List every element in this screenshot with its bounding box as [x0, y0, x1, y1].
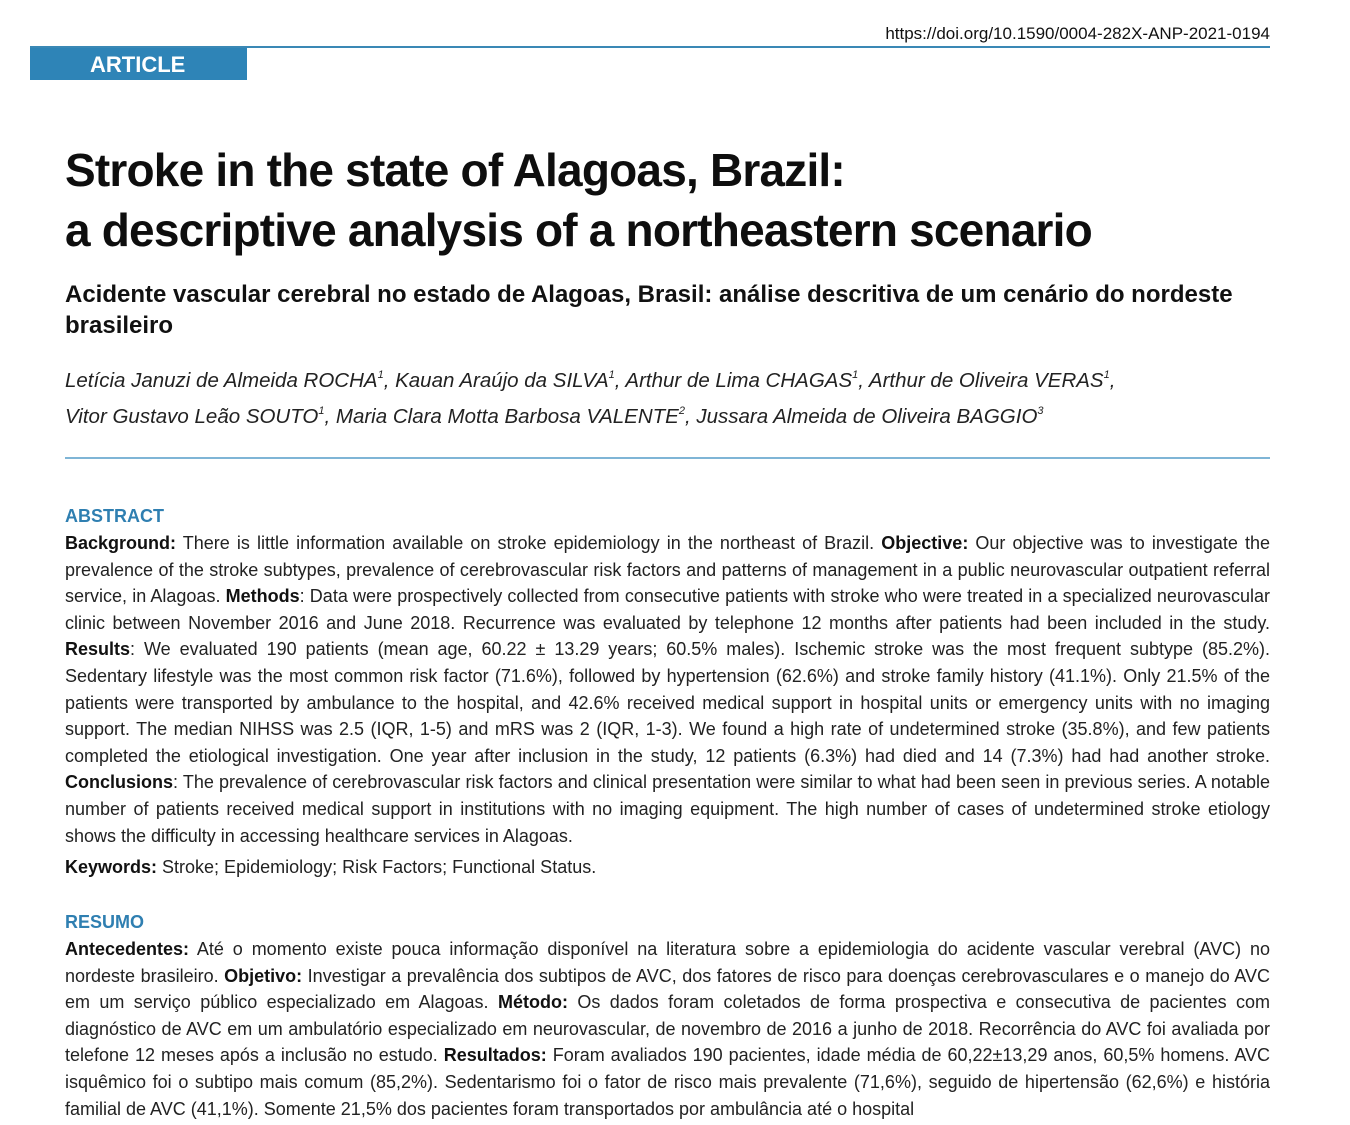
title-line-2: a descriptive analysis of a northeastern scenario: [65, 204, 1092, 256]
author-line-2: [65, 396, 1285, 432]
keywords: [65, 857, 596, 878]
article-type-tag: ARTICLE: [30, 48, 247, 80]
affiliation-marker: 1: [1103, 369, 1110, 381]
conclusions-text: : The prevalence of cerebrovascular risk factors and clinical presentation were similar to what had been seen in previous series. A notable number of patients received medical support in institutions with no imaging equipment. The high number of cases of undetermined stroke etiology shows the difficulty in accessing healthcare services in Alagoas.: [65, 772, 1270, 846]
background-text: There is little information available on stroke epidemiology in the northeast of Brazil.: [176, 533, 882, 553]
author-separator: ,: [324, 405, 336, 428]
resultados-text: Foram avaliados 190 pacientes, idade média de 60,22±13,29 anos, 60,5% homens. AVC isquêmico foi o subtipo mais comum (85,2%). Sedentarismo foi o fator de risco mais prevalente (71,6%), seguido de hipertensão (62,6%) e história familial de AVC (41,1%). Somente 21,5% dos pacientes foram transportados por ambulância até o hospital: [65, 1045, 1270, 1119]
antecedentes-text: Até o momento existe pouca informação disponível na literatura sobre a epidemiologia do acidente vascular verebral (AVC) no nordeste brasileiro.: [65, 939, 1270, 986]
article-title: [65, 140, 1305, 260]
affiliation-marker: 3: [1037, 405, 1044, 417]
abstract-body: [65, 530, 1270, 849]
resumo-body: [65, 936, 1270, 1122]
background-label: Background:: [65, 533, 177, 553]
resultados-label: Resultados:: [443, 1045, 547, 1066]
antecedentes-label: Antecedentes:: [65, 939, 190, 959]
methods-text: : Data were prospectively collected from consecutive patients with stroke who were treated in a specialized neurovascular clinic between November 2016 and June 2018. Recurrence was evaluated by telephone 12 months after patients had been included in the study.: [65, 586, 1270, 633]
author-name: Arthur de Lima CHAGAS: [625, 369, 853, 392]
affiliation-marker: 1: [852, 369, 859, 381]
doi-link[interactable]: https://doi.org/10.1590/0004-282X-ANP-2021-0194: [885, 24, 1270, 43]
author-name: Maria Clara Motta Barbosa VALENTE: [335, 405, 679, 428]
author-separator: ,: [684, 405, 697, 428]
title-line-1: Stroke in the state of Alagoas, Brazil:: [65, 144, 845, 196]
author-name: Vitor Gustavo Leão SOUTO: [65, 405, 319, 428]
author-separator: ,: [1109, 369, 1116, 392]
affiliation-marker: 1: [318, 405, 325, 417]
article-subtitle: Acidente vascular cerebral no estado de Alagoas, Brasil: análise descritiva de um cenário do nordeste brasileiro: [65, 281, 1233, 339]
affiliation-marker: 1: [608, 369, 615, 381]
author-name: Letícia Januzi de Almeida ROCHA: [65, 369, 378, 392]
author-separator: ,: [383, 369, 396, 392]
keywords-text: Stroke; Epidemiology; Risk Factors; Functional Status.: [157, 857, 597, 877]
author-name: Kauan Araújo da SILVA: [395, 369, 609, 392]
conclusions-label: Conclusions: [65, 772, 174, 793]
author-separator: ,: [858, 369, 869, 392]
results-text: : We evaluated 190 patients (mean age, 60.22 ± 13.29 years; 60.5% males). Ischemic stroke was the most frequent subtype (85.2%). Sedentary lifestyle was the most common risk factor (71.6%), followed by hypertension (62.6%) and stroke family history (41.1%). Only 21.5% of the patients were transported by ambulance to the hospital, and 42.6% received medical support in hospital units or emergency units with no imaging support. The median NIHSS was 2.5 (IQR, 1-5) and mRS was 2 (IQR, 1-3). We found a high rate of undetermined stroke (35.8%), and few patients completed the etiological investigation. One year after inclusion in the study, 12 patients (6.3%) had died and 14 (7.3%) had had another stroke.: [65, 639, 1270, 766]
affiliation-marker: 2: [678, 405, 685, 417]
metodo-label: Método:: [497, 992, 568, 1013]
author-separator: ,: [614, 369, 626, 392]
methods-label: Methods: [225, 586, 300, 607]
author-list: [65, 360, 1285, 432]
objetivo-label: Objetivo:: [224, 965, 303, 986]
author-line-1: [65, 360, 1285, 396]
objetivo-text: Investigar a prevalência dos subtipos de AVC, dos fatores de risco para doenças cerebrovasculares e o manejo do AVC em um serviço público especializado em Alagoas.: [65, 965, 1270, 1013]
author-name: Arthur de Oliveira VERAS: [868, 369, 1104, 392]
abstract-heading: ABSTRACT: [65, 506, 164, 526]
objective-label: Objective:: [881, 533, 969, 553]
objective-text: Our objective was to investigate the prevalence of the stroke subtypes, prevalence of cerebrovascular risk factors and patterns of management in a public neurovascular outpatient referral service, in Alagoas.: [65, 533, 1270, 607]
resumo-heading: RESUMO: [65, 912, 145, 932]
metodo-text: Os dados foram coletados de forma prospectiva e consecutiva de pacientes com diagnóstico de AVC em um ambulatório especializado em neurovascular, de novembro de 2016 a junho de 2018. Recorrência do AVC foi avaliada por telefone 12 meses após a inclusão no estudo.: [65, 992, 1270, 1066]
section-divider: [65, 457, 1270, 459]
author-name: Jussara Almeida de Oliveira BAGGIO: [696, 405, 1038, 428]
affiliation-marker: 1: [377, 369, 384, 381]
results-label: Results: [65, 639, 131, 660]
keywords-label: Keywords:: [65, 857, 158, 877]
